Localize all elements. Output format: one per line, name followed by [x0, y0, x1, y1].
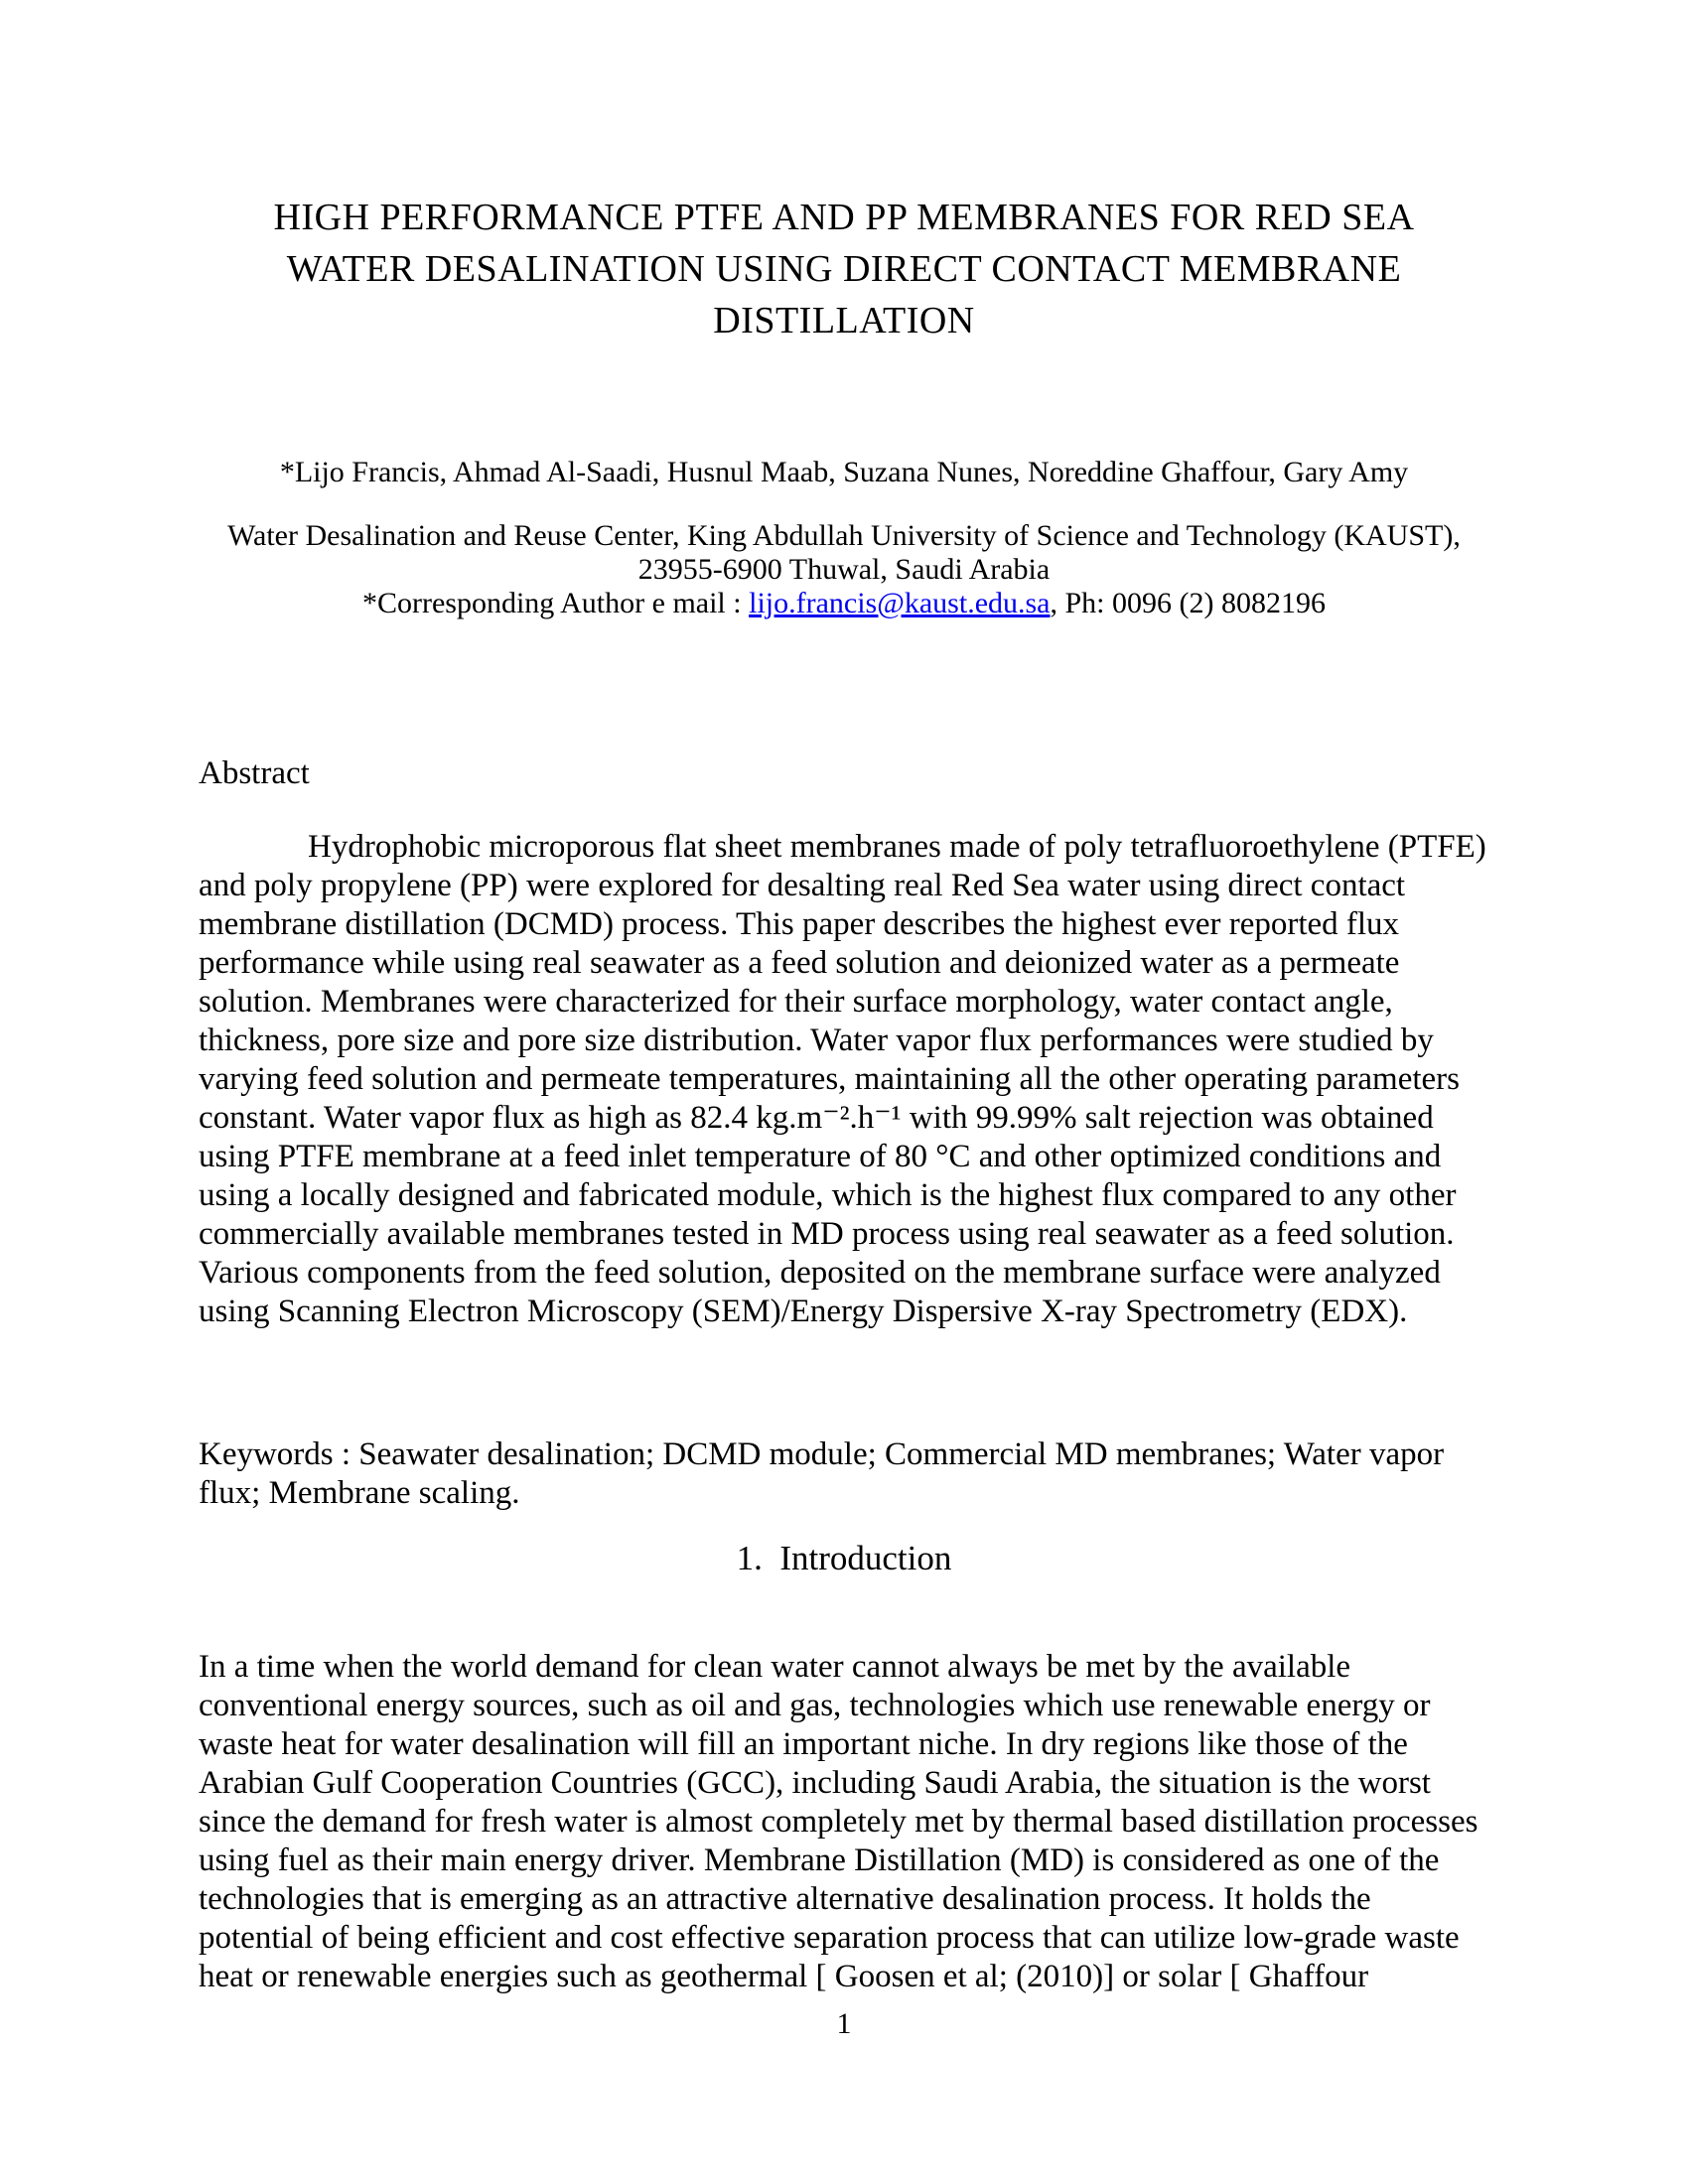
corresponding-suffix: , Ph: 0096 (2) 8082196: [1050, 587, 1326, 619]
abstract-paragraph: Hydrophobic microporous flat sheet membranes made of poly tetrafluoroethylene (PTFE) and poly propylene (PP) were explored for desalting real Red Sea water using direct contact membrane distillation (DCMD) process. This paper describes the highest ever reported flux performance while using real seawater as a feed solution and deionized water as a permeate solution. Membranes were characterized for their surface morphology, water contact angle, thickness, pore size and pore size distribution. Water vapor flux performances were studied by varying feed solution and permeate temperatures, maintaining all the other operating parameters constant. Water vapor flux as high as 82.4 kg.m⁻².h⁻¹ with 99.99% salt rejection was obtained using PTFE membrane at a feed inlet temperature of 80 °C and other optimized conditions and using a locally designed and fabricated module, which is the highest flux compared to any other commercially available membranes tested in MD process using real seawater as a feed solution. Various components from the feed solution, deposited on the membrane surface were analyzed using Scanning Electron Microscopy (SEM)/Energy Dispersive X-ray Spectrometry (EDX).: [199, 829, 1486, 1329]
affiliation-block: [199, 519, 1489, 620]
corresponding-author-line: [199, 587, 1489, 620]
introduction-heading: 1. Introduction: [736, 1539, 952, 1577]
affiliation-line-2: 23955-6900 Thuwal, Saudi Arabia: [637, 553, 1051, 586]
page-number: 1: [836, 2007, 852, 2040]
corresponding-prefix: *Corresponding Author e mail :: [361, 587, 750, 619]
affiliation-line-1: Water Desalination and Reuse Center, King Abdullah University of Science and Technology (KAUST),: [227, 519, 1461, 552]
title-line-1: HIGH PERFORMANCE PTFE AND PP MEMBRANES FOR RED SEA: [273, 197, 1415, 238]
email-link[interactable]: lijo.francis@kaust.edu.sa: [749, 587, 1051, 619]
abstract-heading: Abstract: [199, 755, 310, 791]
author-list: *Lijo Francis, Ahmad Al-Saadi, Husnul Maab, Suzana Nunes, Noreddine Ghaffour, Gary Amy: [279, 456, 1409, 488]
keywords-line: Keywords : Seawater desalination; DCMD module; Commercial MD membranes; Water vapor flux; Membrane scaling.: [199, 1436, 1445, 1511]
title-line-3: DISTILLATION: [713, 300, 975, 341]
introduction-paragraph: In a time when the world demand for clean water cannot always be met by the available conventional energy sources, such as oil and gas, technologies which use renewable energy or waste heat for water desalination will fill an important niche. In dry regions like those of the Arabian Gulf Cooperation Countries (GCC), including Saudi Arabia, the situation is the worst since the demand for fresh water is almost completely met by thermal based distillation processes using fuel as their main energy driver. Membrane Distillation (MD) is considered as one of the technologies that is emerging as an attractive alternative desalination process. It holds the potential of being efficient and cost effective separation process that can utilize low-grade waste heat or renewable energies such as geothermal [ Goosen et al; (2010)] or solar [ Ghaffour: [199, 1649, 1478, 1994]
paper-title: [199, 192, 1489, 346]
title-line-2: WATER DESALINATION USING DIRECT CONTACT MEMBRANE: [286, 248, 1402, 290]
